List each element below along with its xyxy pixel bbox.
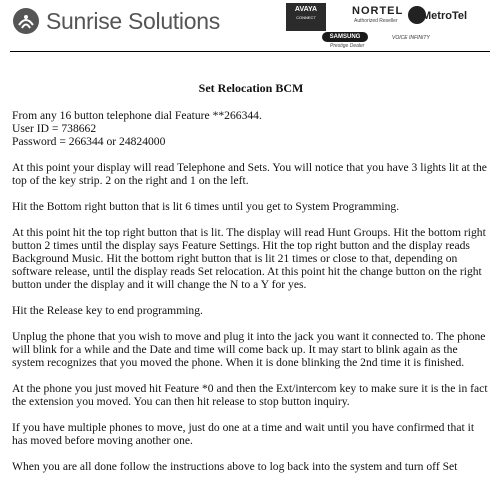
header-divider [10,51,490,52]
voiceinfinity-logo: VOICE INFINITY [392,35,430,41]
paragraph: At this point hit the top right button that is lit. The display will read Hunt Groups. Hit the bottom right button 2 times until the display says Feature Settings. Hit the top right button and the display reads Background Music. Hit the bottom right button that is lit 21 times or close to that, depending on software release, until the display reads Set relocation. At this point hit the change button on the right button under the display and it will change the N to a Y for yes. [12,226,486,291]
paragraph: When you are all done follow the instructions above to log back into the system and turn off Set [12,460,458,473]
paragraph: Unplug the phone that you wish to move and plug it into the jack you want it connected to. The phone will blink for a while and the Date and time will come back up. It may start to blink again as the system recognizes that you moved the phone. When it is done blinking the 2nd time it is finished. [12,330,486,369]
document-body [12,60,490,486]
paragraph: At this point your display will read Telephone and Sets. You will notice that you have 3 lights lit at the top of the key strip. 2 on the right and 1 on the left. [12,161,487,187]
partner-logos [0,0,500,56]
paragraph: If you have multiple phones to move, just do one at a time and wait until you have confirmed that it has moved before moving another one. [12,421,475,447]
paragraph: Hit the Bottom right button that is lit 6 times until you get to System Programming. [12,200,400,213]
nortel-logo: NORTEL [352,5,404,17]
avaya-logo: AVAYA CONNECT [286,3,326,31]
intro-line: User ID = 738662 [12,122,97,135]
paragraph: At the phone you just moved hit Feature *0 and then the Ext/intercom key to make sure it is the in fact the extension you moved. You can then hit release to stop button inquiry. [12,382,488,408]
company-name: Sunrise Solutions [46,7,220,34]
intro-line: From any 16 button telephone dial Feature **266344. [12,109,262,122]
paragraph: Hit the Release key to end programming. [12,304,203,317]
samsung-subtitle: Prestige Dealer [330,43,365,49]
nortel-subtitle: Authorized Reseller [354,18,398,24]
samsung-logo: SAMSUNG [322,32,368,42]
intro-block [12,109,490,148]
document-title: Set Relocation BCM [198,81,304,95]
emetrotel-logo: E-MetroTel [411,10,468,22]
letterhead [0,0,500,56]
intro-line: Password = 266344 or 24824000 [12,135,166,148]
